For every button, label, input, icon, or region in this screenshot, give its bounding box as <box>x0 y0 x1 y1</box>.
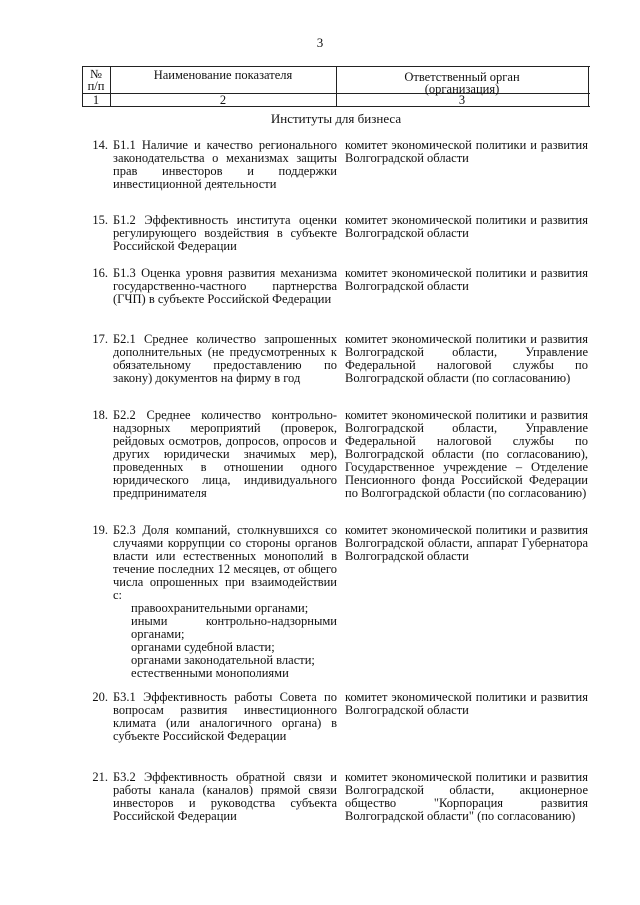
header-indicator-column: Наименование показателя <box>153 68 293 82</box>
table-header <box>82 66 590 107</box>
indicator-text: Б2.3 Доля компаний, столкнувшихся со случаями коррупции со стороны органов власти или естественных монополий в течение последних 12 месяцев, от общего числа опрошенных при взаимодействии с: <box>113 523 337 602</box>
responsible-organization: комитет экономической политики и развития Волгоградской области, Управление Федеральной налоговой службы по Волгоградской области (по согласованию), Государственное учреждение – Отделение Пенсионного фонда Российской Федерации по Волгоградской области (по согласованию) <box>345 408 588 500</box>
row-number: 21. <box>92 770 108 784</box>
indicator-text: Б3.1 Эффективность работы Совета по вопросам развития инвестиционного климата (или аналогичного органа) в субъекте Российской Федерации <box>113 690 337 743</box>
page-number: 3 <box>316 35 324 50</box>
sub-item: органами законодательной власти; <box>131 653 315 667</box>
row-number: 20. <box>92 690 108 704</box>
table-border <box>82 106 590 107</box>
indicator-text: Б2.2 Среднее количество контрольно-надзорных мероприятий (проверок, рейдовых осмотров, допросов, опросов и других юридически значимых мер), проведенных в отношении одного юридического лица, индивидуального предпринимателя <box>113 408 337 500</box>
indicator-text: Б2.1 Среднее количество запрошенных дополнительных (не предусмотренных к обязательному предоставлению по закону) документов на фирму в год <box>113 332 337 385</box>
header-organization-column: Ответственный орган (организация) <box>404 70 520 96</box>
indicator-text: Б3.2 Эффективность обратной связи и работы канала (каналов) прямой связи инвесторов и руководства субъекта Российской Федерации <box>113 770 337 823</box>
header-column-index: 1 <box>92 93 100 107</box>
sub-item: иными контрольно-надзорными органами; <box>131 614 337 641</box>
sub-item: правоохранительными органами; <box>131 601 309 615</box>
indicator-cell <box>113 524 337 680</box>
row-number: 17. <box>92 332 108 346</box>
row-number: 18. <box>92 408 108 422</box>
indicator-text: Б1.3 Оценка уровня развития механизма государственно-частного партнерства (ГЧП) в субъекте Российской Федерации <box>113 266 337 306</box>
header-column-index: 2 <box>219 93 227 107</box>
indicator-text: Б1.2 Эффективность института оценки регулирующего воздействия в субъекте Российской Федерации <box>113 213 337 253</box>
section-title: Институты для бизнеса <box>270 111 402 126</box>
header-column-index: 3 <box>458 93 466 107</box>
row-number: 15. <box>92 213 108 227</box>
row-number: 16. <box>92 266 108 280</box>
responsible-organization: комитет экономической политики и развития Волгоградской области, аппарат Губернатора Волгоградской области <box>345 523 588 563</box>
table-border <box>588 67 589 107</box>
responsible-organization: комитет экономической политики и развития Волгоградской области <box>345 266 588 293</box>
row-number: 19. <box>92 523 108 537</box>
sub-item: естественными монополиями <box>131 666 289 680</box>
responsible-organization: комитет экономической политики и развития Волгоградской области <box>345 213 588 240</box>
responsible-organization: комитет экономической политики и развития Волгоградской области <box>345 138 588 165</box>
row-number: 14. <box>92 138 108 152</box>
responsible-organization: комитет экономической политики и развития Волгоградской области <box>345 690 588 717</box>
sub-item: органами судебной власти; <box>131 640 275 654</box>
header-number-column: № п/п <box>87 67 105 93</box>
indicator-text: Б1.1 Наличие и качество регионального законодательства о механизмах защиты прав инвесторов и поддержки инвестиционной деятельности <box>113 138 337 191</box>
responsible-organization: комитет экономической политики и развития Волгоградской области, Управление Федеральной налоговой службы по Волгоградской области (по согласованию) <box>345 332 588 385</box>
responsible-organization: комитет экономической политики и развития Волгоградской области, акционерное общество "Корпорация развития Волгоградской области" (по согласованию) <box>345 770 588 823</box>
